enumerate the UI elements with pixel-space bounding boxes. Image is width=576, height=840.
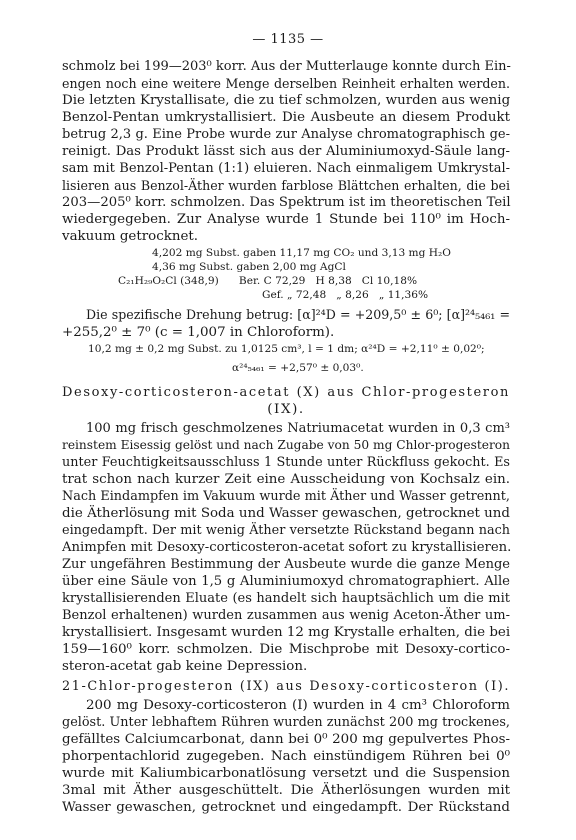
- text-line: krystallisierenden Eluate (es handelt sich hauptsächlich um die mit: [62, 591, 510, 606]
- text-line: 200 mg Desoxy-corticosteron (I) wurden in 4 cm³ Chloroform: [86, 698, 510, 713]
- text-line: betrug 2,3 g. Eine Probe wurde zur Analyse chromatographisch ge-: [62, 127, 510, 142]
- text-line: eingedampft. Der mit wenig Äther versetzte Rückstand begann nach: [62, 523, 510, 538]
- text-line: phorpentachlorid zugegeben. Nach einstündigem Rühren bei 0⁰: [62, 749, 510, 764]
- text-line: über eine Säule von 1,5 g Aluminiumoxyd chromatographiert. Alle: [62, 574, 510, 589]
- text-line: steron-acetat gab keine Depression.: [62, 659, 308, 674]
- analysis-formula-line: C₂₁H₂₉O₂Cl (348,9) Ber. C 72,29 H 8,38 Cl 10,18%: [118, 275, 418, 287]
- text-line: Die letzten Krystallisate, die zu tief schmolzen, wurden aus wenig: [62, 93, 511, 108]
- text-line: gefälltes Calciumcarbonat, dann bei 0⁰ 200 mg gepulvertes Phos-: [62, 732, 510, 747]
- text-line: reinstem Eisessig gelöst und nach Zugabe von 50 mg Chlor-progesteron: [62, 438, 510, 452]
- text-line: wiedergegeben. Zur Analyse wurde 1 Stunde bei 110⁰ im Hoch-: [62, 212, 510, 227]
- text-line: Benzol erhaltenen) wurden zusammen aus wenig Aceton-Äther um-: [62, 608, 510, 623]
- text-line: Zur ungefähren Bestimmung der Ausbeute wurde die ganze Menge: [62, 557, 510, 572]
- text-line: unter Feuchtigkeitsausschluss 1 Stunde unter Rückfluss gekocht. Es: [62, 455, 510, 470]
- text-line: Benzol-Pentan umkrystallisiert. Die Ausbeute an diesem Produkt: [62, 110, 510, 125]
- text-line: 159—160⁰ korr. schmolzen. Die Mischprobe mit Desoxy-cortico-: [62, 642, 510, 657]
- text-line: gelöst. Unter lebhaftem Rühren wurden zunächst 200 mg trockenes,: [62, 715, 510, 730]
- text-line: 3mal mit Äther ausgeschüttelt. Die Ätherlösungen wurden mit: [62, 783, 510, 798]
- text-line: Nach Eindampfen im Vakuum wurde mit Äther und Wasser getrennt,: [62, 489, 510, 504]
- analysis-line: 4,36 mg Subst. gaben 2,00 mg AgCl: [152, 261, 346, 273]
- section-heading: Desoxy-corticosteron-acetat (X) aus Chlor-progesteron: [62, 385, 510, 400]
- text-line: die Ätherlösung mit Soda und Wasser gewaschen, getrocknet und: [62, 506, 510, 521]
- text-line: krystallisiert. Insgesamt wurden 12 mg Krystalle erhalten, die bei: [62, 625, 511, 640]
- analysis-found-line: Gef. „ 72,48 „ 8,26 „ 11,36%: [262, 289, 429, 301]
- text-line: Animpfen mit Desoxy-corticosteron-acetat sofort zu krystallisieren.: [62, 540, 512, 555]
- text-line: +255,2⁰ ± 7⁰ (c = 1,007 in Chloroform).: [62, 325, 335, 340]
- text-line: Wasser gewaschen, getrocknet und eingedampft. Der Rückstand: [62, 800, 510, 815]
- text-line: vakuum getrocknet.: [62, 229, 199, 244]
- text-line: lisieren aus Benzol-Äther wurden farblose Blättchen erhalten, die bei: [62, 178, 510, 193]
- section-heading: 21-Chlor-progesteron (IX) aus Desoxy-corticosteron (I).: [62, 679, 510, 694]
- text-line: engen noch eine weitere Menge derselben Reinheit erhalten werden.: [62, 76, 510, 91]
- analysis-line: 4,202 mg Subst. gaben 11,17 mg CO₂ und 3,13 mg H₂O: [152, 247, 451, 259]
- rotation-measurement: α²⁴₅₄₆₁ = +2,57⁰ ± 0,03⁰.: [232, 362, 364, 374]
- text-line: sam mit Benzol-Pentan (1:1) eluieren. Nach einmaligem Umkrystal-: [62, 161, 510, 176]
- text-line: 100 mg frisch geschmolzenes Natriumacetat wurden in 0,3 cm³: [86, 421, 510, 436]
- text-line: 203—205⁰ korr. schmolzen. Das Spektrum ist im theoretischen Teil: [62, 195, 511, 210]
- page-number: — 1135 —: [252, 32, 324, 47]
- rotation-measurement: 10,2 mg ± 0,2 mg Subst. zu 1,0125 cm³, l = 1 dm; α²⁴D = +2,11⁰ ± 0,02⁰;: [88, 343, 485, 355]
- text-line: wurde mit Kaliumbicarbonatlösung versetzt und die Suspension: [62, 766, 510, 781]
- text-line: Die spezifische Drehung betrug: [α]²⁴D = +209,5⁰ ± 6⁰; [α]²⁴₅₄₆₁ =: [86, 307, 510, 322]
- text-line: reinigt. Das Produkt lässt sich aus der Aluminiumoxyd-Säule lang-: [62, 144, 510, 159]
- text-line: trat schon nach kurzer Zeit eine Ausscheidung von Kochsalz ein.: [62, 472, 510, 487]
- section-heading: (IX).: [267, 402, 305, 417]
- text-line: schmolz bei 199—203⁰ korr. Aus der Mutterlauge konnte durch Ein-: [62, 59, 511, 74]
